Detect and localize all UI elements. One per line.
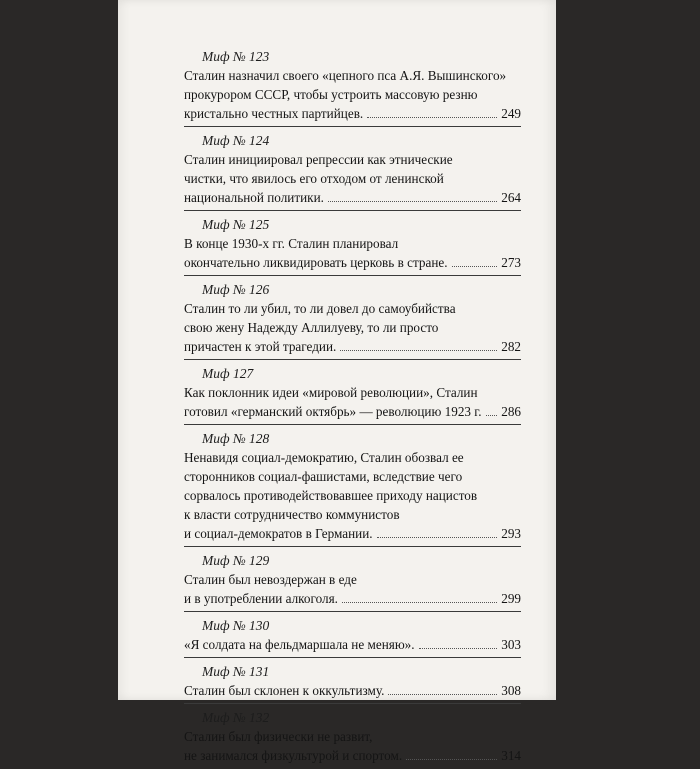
entry-last-line [184,188,521,207]
dot-leader [342,601,497,603]
dot-leader [406,758,497,760]
entry-text-line: чистки, что явилось его отходом от ленинской [184,171,444,186]
entry-last-line [184,104,521,123]
entry-text [184,727,521,765]
toc-entry [184,429,521,547]
dot-leader [340,349,497,351]
entry-last-line [184,524,521,543]
entry-last-line [184,635,521,654]
entry-last-line [184,746,521,765]
entry-title: Миф 127 [202,366,254,381]
page-number: 282 [501,339,521,354]
entry-text-line: национальной политики. [184,190,324,205]
table-of-contents [184,47,521,769]
entry-text [184,383,521,421]
entry-title: Миф № 126 [202,282,270,297]
page-number: 303 [501,637,521,652]
entry-text [184,150,521,207]
toc-entry [184,131,521,211]
entry-title: Миф № 125 [202,217,270,232]
entry-title: Миф № 132 [202,710,270,725]
toc-entry [184,364,521,425]
entry-text [184,570,521,608]
entry-last-line [184,402,521,421]
entry-text-line: и социал-демократов в Германии. [184,526,373,541]
entry-divider [184,424,521,425]
entry-text-line: кристально честных партийцев. [184,106,364,121]
dot-leader [328,200,497,202]
entry-title: Миф № 129 [202,553,270,568]
entry-last-line [184,681,521,700]
entry-text [184,635,521,654]
entry-divider [184,210,521,211]
entry-text-line: окончательно ликвидировать церковь в стране. [184,255,448,270]
toc-entry [184,47,521,127]
page-number: 308 [501,683,521,698]
entry-last-line [184,589,521,608]
entry-text-line: Как поклонник идеи «мировой революции», Сталин [184,385,478,400]
page-number: 299 [501,591,521,606]
entry-text-line: к власти сотрудничество коммунистов [184,507,400,522]
toc-entry [184,551,521,612]
entry-title: Миф № 128 [202,431,270,446]
entry-text-line: Сталин был склонен к оккультизму. [184,683,385,698]
page-number: 293 [501,526,521,541]
page-number: 273 [501,255,521,270]
entry-divider [184,126,521,127]
entry-divider [184,611,521,612]
entry-text-line: «Я солдата на фельдмаршала не меняю». [184,637,415,652]
dot-leader [452,265,498,267]
entry-last-line [184,337,521,356]
entry-text [184,66,521,123]
entry-text-line: прокурором СССР, чтобы устроить массовую резню [184,87,478,102]
entry-text-line: и в употреблении алкоголя. [184,591,338,606]
entry-text-line: Сталин назначил своего «цепного пса А.Я. Вышинского» [184,68,507,83]
entry-divider [184,275,521,276]
dot-leader [388,693,497,695]
entry-text-line: причастен к этой трагедии. [184,339,337,354]
entry-text-line: Сталин был физически не развит, [184,729,373,744]
entry-divider [184,657,521,658]
entry-title: Миф № 131 [202,664,270,679]
toc-entry [184,280,521,360]
toc-entry [184,616,521,658]
entry-text-line: Сталин то ли убил, то ли довел до самоубийства [184,301,456,316]
entry-text-line: свою жену Надежду Аллилуеву, то ли просто [184,320,439,335]
page-number: 286 [501,404,521,419]
entry-divider [184,703,521,704]
entry-divider [184,546,521,547]
entry-last-line [184,253,521,272]
entry-text-line: Ненавидя социал-демократию, Сталин обозвал ее [184,450,464,465]
dot-leader [367,116,497,118]
entry-text-line: сорвалось противодействовавшее приходу нацистов [184,488,478,503]
entry-text [184,234,521,272]
toc-entry [184,662,521,704]
dot-leader [377,536,498,538]
page-number: 249 [501,106,521,121]
entry-text-line: сторонников социал-фашистами, вследствие чего [184,469,463,484]
entry-text-line: Сталин инициировал репрессии как этнические [184,152,453,167]
entry-text [184,448,521,543]
dot-leader [486,414,498,416]
entry-title: Миф № 130 [202,618,270,633]
page-number: 314 [501,748,521,763]
entry-text-line: не занимался физкультурой и спортом. [184,748,403,763]
entry-title: Миф № 123 [202,49,270,64]
entry-text [184,299,521,356]
entry-title: Миф № 124 [202,133,270,148]
entry-divider [184,359,521,360]
toc-entry [184,215,521,276]
toc-entry [184,708,521,765]
entry-text-line: готовил «германский октябрь» — революцию 1923 г. [184,404,482,419]
entry-text-line: Сталин был невоздержан в еде [184,572,357,587]
entry-text-line: В конце 1930-х гг. Сталин планировал [184,236,399,251]
entry-text [184,681,521,700]
dot-leader [419,647,498,649]
page-number: 264 [501,190,521,205]
